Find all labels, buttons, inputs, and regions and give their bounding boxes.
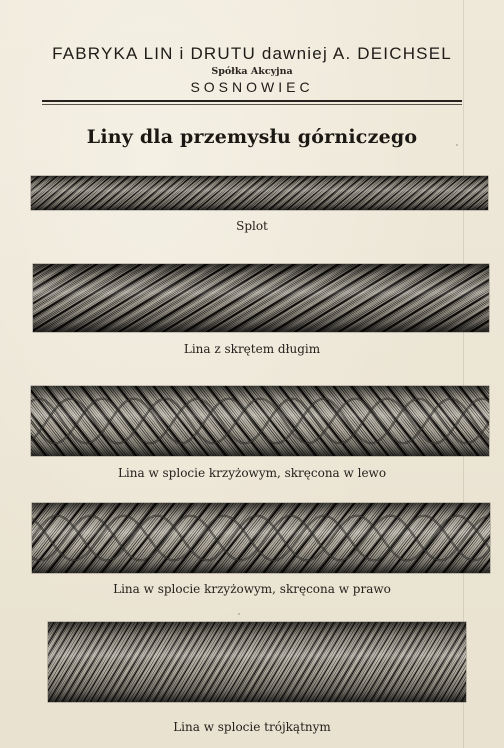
- rope-caption-triangular: Lina w splocie trójkątnym: [173, 720, 331, 734]
- company-city: SOSNOWIEC: [190, 79, 314, 95]
- page-title: Liny dla przemysłu górniczego: [86, 126, 418, 148]
- header-rule-thin: [42, 104, 462, 105]
- rope-image-long-lay: [33, 264, 489, 332]
- header-rule: [42, 100, 462, 102]
- rope-caption-cross-lay-left: Lina w splocie krzyżowym, skręcona w lewo: [117, 466, 387, 480]
- rope-image-strand: [31, 176, 488, 210]
- rope-image-cross-lay-left: [31, 386, 489, 456]
- rope-caption-long-lay: Lina z skrętem długim: [183, 342, 321, 356]
- company-name: FABRYKA LIN i DRUTU dawniej A. DEICHSEL: [52, 44, 452, 63]
- paper-speck: [238, 613, 240, 615]
- rope-image-triangular: [48, 622, 466, 702]
- rope-caption-cross-lay-right: Lina w splocie krzyżowym, skręcona w prawo: [113, 582, 391, 596]
- company-type: Spółka Akcyjna: [211, 66, 293, 77]
- paper-speck: [456, 144, 458, 146]
- rope-caption-strand: Splot: [236, 219, 268, 233]
- rope-image-cross-lay-right: [32, 503, 490, 573]
